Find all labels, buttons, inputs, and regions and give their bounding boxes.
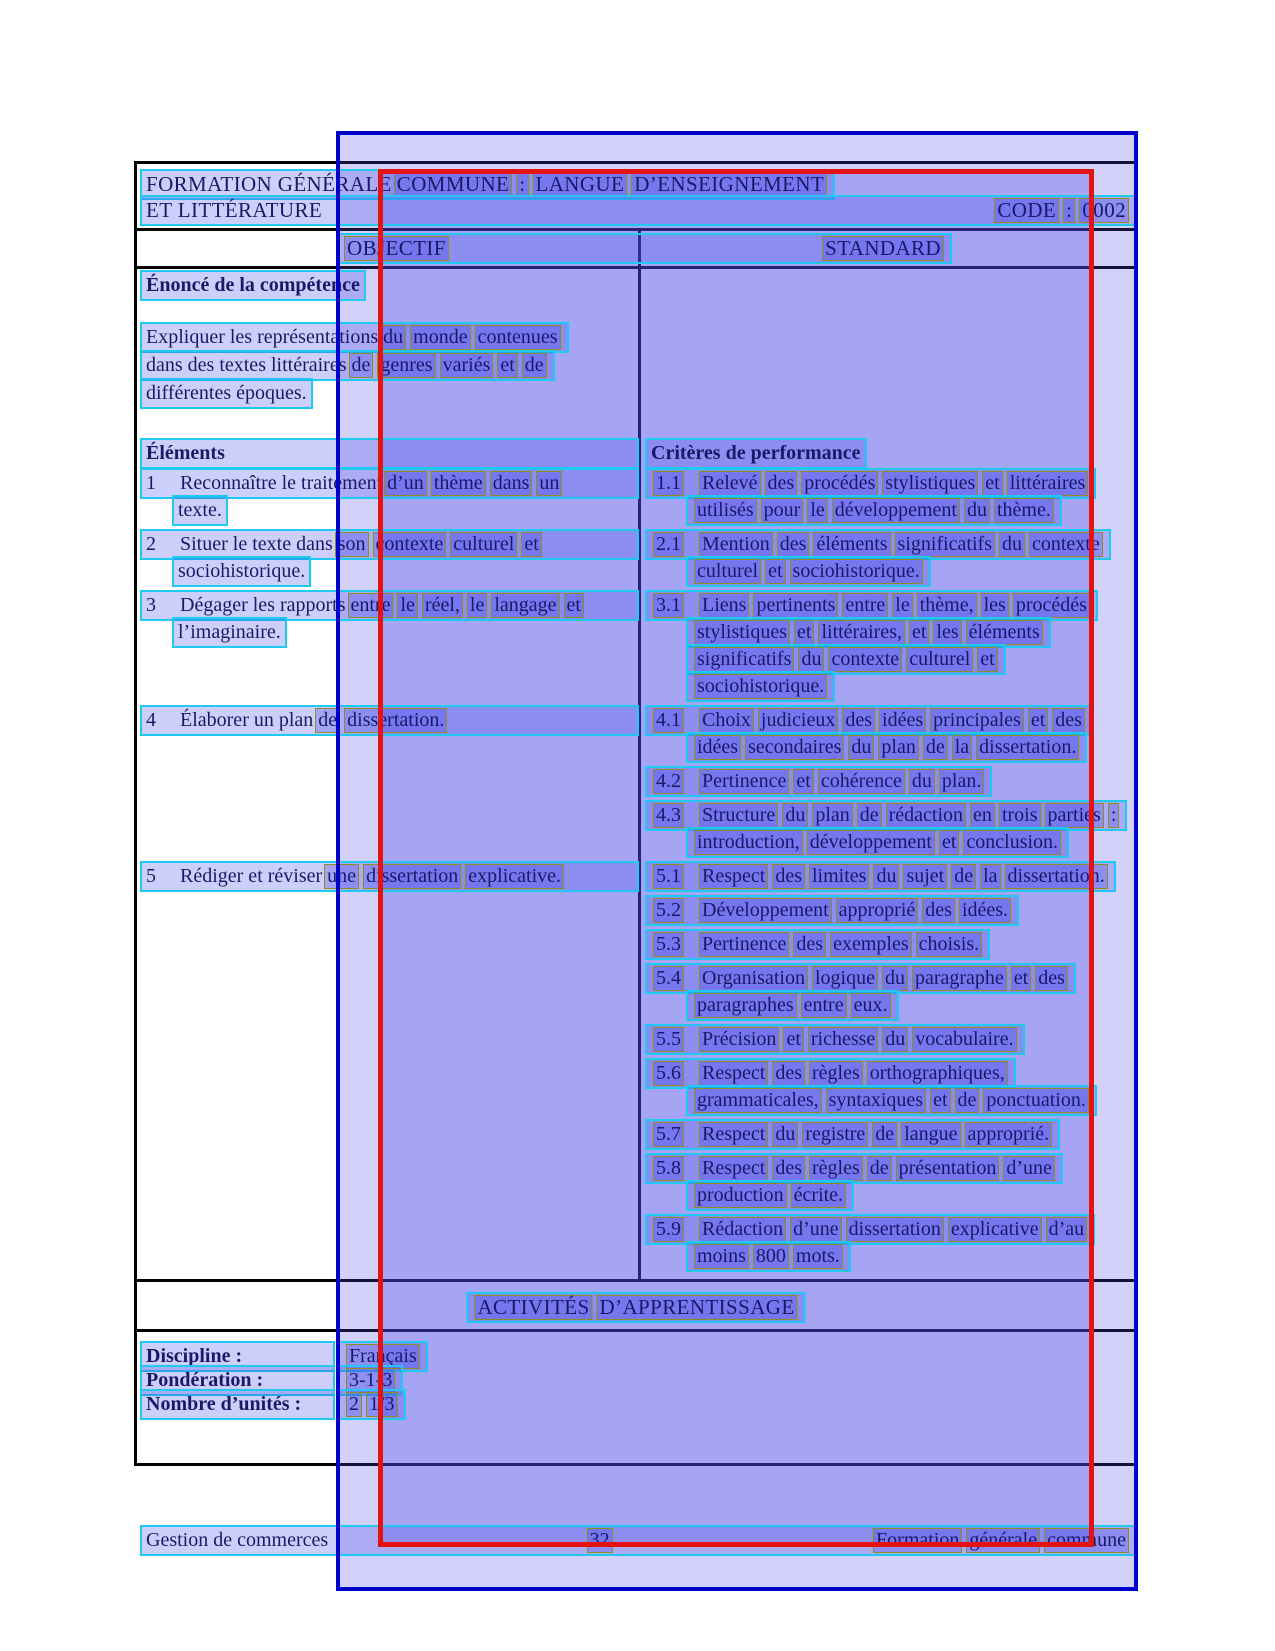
ocr-word-box: de bbox=[951, 864, 976, 889]
ocr-word-box: éléments bbox=[813, 532, 890, 557]
ocr-word-box: son bbox=[335, 532, 369, 557]
ocr-word-box: et bbox=[1028, 708, 1048, 733]
item-number bbox=[651, 803, 697, 828]
criteria-heading: Critères de performance bbox=[645, 438, 867, 469]
ocr-word-box: culturel bbox=[450, 532, 517, 557]
title-line-2: ET LITTÉRATURE bbox=[146, 198, 323, 222]
element-item-line: 5 Rédiger et réviser une dissertation explicative. bbox=[140, 861, 639, 892]
elements-heading: Éléments bbox=[140, 438, 639, 469]
ocr-word-box: 5.1 bbox=[653, 864, 684, 889]
ocr-word-box: introduction, bbox=[694, 830, 803, 855]
ocr-word-box: du bbox=[873, 864, 899, 889]
element-item-line: 1 Reconnaître le traitement d’un thème dans un bbox=[140, 468, 639, 499]
ocr-word-box: rédaction bbox=[886, 803, 966, 828]
item-number bbox=[651, 1122, 697, 1147]
ocr-word-box: d’une bbox=[1003, 1156, 1055, 1181]
ocr-word-box: du bbox=[882, 1027, 908, 1052]
ocr-word-box: sociohistorique. bbox=[790, 559, 923, 584]
footer-row bbox=[140, 1525, 1137, 1556]
footer-page-number bbox=[585, 1528, 615, 1553]
criterion-line bbox=[645, 861, 1116, 892]
detail-label: Nombre d’unités : bbox=[140, 1389, 335, 1420]
table-line-below-column-headers bbox=[134, 266, 1137, 269]
ocr-word-box: ACTIVITÉS bbox=[474, 1295, 592, 1320]
ocr-word-box: orthographiques, bbox=[867, 1061, 1008, 1086]
ocr-word-box: monde bbox=[410, 325, 470, 350]
ocr-word-box: secondaires bbox=[745, 735, 844, 760]
table-line-below-activities bbox=[134, 1329, 1137, 1332]
ocr-word-box: : bbox=[516, 172, 528, 197]
ocr-word-box: 2.1 bbox=[653, 532, 684, 557]
ocr-word-box: idées. bbox=[959, 898, 1011, 923]
ocr-word-box: développement bbox=[832, 498, 960, 523]
ocr-word-box: 5.3 bbox=[653, 932, 684, 957]
ocr-word-box: développement bbox=[807, 830, 935, 855]
ocr-word-box: exemples bbox=[830, 932, 912, 957]
ocr-word-box: 3-1-3 bbox=[346, 1368, 395, 1393]
ocr-word-box: genres bbox=[377, 353, 435, 378]
item-number bbox=[651, 593, 697, 618]
ocr-word-box: langue bbox=[901, 1122, 960, 1147]
ocr-word-box: grammaticales, bbox=[694, 1088, 822, 1113]
ocr-word-box: 5.5 bbox=[653, 1027, 684, 1052]
ocr-word-box: du bbox=[964, 498, 990, 523]
ocr-word-box: du bbox=[999, 532, 1025, 557]
ocr-word-box: 800 bbox=[753, 1244, 789, 1269]
ocr-word-box: 5.8 bbox=[653, 1156, 684, 1181]
element-item-line: sociohistorique. bbox=[172, 556, 311, 587]
ocr-word-box: approprié. bbox=[965, 1122, 1053, 1147]
ocr-word-box: des bbox=[772, 1061, 805, 1086]
ocr-word-box: d’au bbox=[1046, 1217, 1088, 1242]
ocr-word-box: et bbox=[765, 559, 785, 584]
ocr-word-box: procédés bbox=[1013, 593, 1090, 618]
ocr-word-box: du bbox=[782, 803, 808, 828]
ocr-word-box: plan. bbox=[939, 769, 984, 794]
ocr-word-box: le bbox=[467, 593, 487, 618]
ocr-word-box: et bbox=[794, 620, 814, 645]
ocr-word-box: des bbox=[765, 471, 798, 496]
ocr-word-box: trois bbox=[999, 803, 1041, 828]
criterion-line bbox=[645, 1024, 1025, 1055]
item-number bbox=[651, 471, 697, 496]
criterion-line bbox=[645, 929, 990, 960]
table-border-right bbox=[1134, 161, 1137, 1466]
ocr-word-box: CODE bbox=[994, 198, 1059, 223]
competence-heading: Énoncé de la compétence bbox=[140, 270, 366, 301]
criterion-line bbox=[686, 1241, 851, 1272]
ocr-word-box: en bbox=[970, 803, 995, 828]
ocr-word-box: Développement bbox=[699, 898, 832, 923]
ocr-word-box: Structure bbox=[699, 803, 778, 828]
ocr-word-box: du bbox=[909, 769, 935, 794]
competence-statement-line: Expliquer les représentations du monde contenues bbox=[140, 322, 569, 353]
ocr-word-box: d’un bbox=[384, 471, 427, 496]
ocr-word-box: 4.1 bbox=[653, 708, 684, 733]
criterion-line bbox=[686, 732, 1087, 763]
ocr-word-box: dans bbox=[490, 471, 533, 496]
ocr-word-box: une bbox=[324, 864, 359, 889]
ocr-word-box: et bbox=[909, 620, 929, 645]
ocr-word-box: et bbox=[1011, 966, 1031, 991]
ocr-word-box: approprié bbox=[836, 898, 919, 923]
element-item-line: 2 Situer le texte dans son contexte culturel et bbox=[140, 529, 639, 560]
item-number bbox=[651, 966, 697, 991]
ocr-word-box: richesse bbox=[808, 1027, 878, 1052]
ocr-word-box: cohérence bbox=[818, 769, 905, 794]
item-number bbox=[651, 1061, 697, 1086]
ocr-word-box: la bbox=[980, 864, 1000, 889]
ocr-word-box: commune bbox=[1044, 1528, 1129, 1553]
ocr-word-box: : bbox=[1063, 198, 1075, 223]
ocr-word-box: du bbox=[848, 735, 874, 760]
ocr-word-box: et bbox=[564, 593, 584, 618]
element-item-line: 3 Dégager les rapports entre le réel, le langage et bbox=[140, 590, 639, 621]
ocr-word-box: de bbox=[349, 353, 374, 378]
ocr-word-box: d’une bbox=[790, 1217, 842, 1242]
ocr-word-box: 5.2 bbox=[653, 898, 684, 923]
ocr-word-box: le bbox=[892, 593, 912, 618]
ocr-word-box: réel, bbox=[422, 593, 463, 618]
ocr-word-box: Liens bbox=[699, 593, 749, 618]
criterion-line bbox=[686, 671, 835, 702]
ocr-word-box: dissertation bbox=[363, 864, 461, 889]
ocr-word-box: et bbox=[793, 769, 813, 794]
competence-statement-line: dans des textes littéraires de genres variés et de bbox=[140, 350, 555, 381]
ocr-word-box: Formation bbox=[873, 1528, 962, 1553]
title-line-2-row bbox=[140, 195, 1137, 226]
item-number: 1 bbox=[146, 472, 156, 494]
detail-label: Discipline : bbox=[140, 1341, 335, 1372]
ocr-word-box: et bbox=[783, 1027, 803, 1052]
activities-heading bbox=[466, 1292, 805, 1323]
ocr-word-box: thème bbox=[431, 471, 486, 496]
competence-statement-line: différentes époques. bbox=[140, 378, 313, 409]
table-border-top bbox=[134, 161, 1137, 164]
ocr-word-box: production bbox=[694, 1183, 787, 1208]
ocr-word-box: principales bbox=[930, 708, 1024, 733]
ocr-word-box: 5.6 bbox=[653, 1061, 684, 1086]
detail-value bbox=[338, 1389, 406, 1420]
ocr-word-box: Mention bbox=[699, 532, 773, 557]
ocr-word-box: dissertation. bbox=[976, 735, 1079, 760]
ocr-word-box: des bbox=[842, 708, 875, 733]
ocr-word-box: moins bbox=[694, 1244, 749, 1269]
ocr-word-box: de bbox=[923, 735, 948, 760]
ocr-word-box: procédés bbox=[801, 471, 878, 496]
ocr-word-box: et bbox=[977, 647, 997, 672]
ocr-word-box: Respect bbox=[699, 864, 768, 889]
item-number bbox=[651, 898, 697, 923]
item-number bbox=[651, 1217, 697, 1242]
ocr-word-box: de bbox=[955, 1088, 980, 1113]
ocr-word-box: Pertinence bbox=[699, 932, 789, 957]
ocr-word-box: Respect bbox=[699, 1156, 768, 1181]
ocr-word-box: plan bbox=[812, 803, 852, 828]
ocr-word-box: stylistiques bbox=[694, 620, 790, 645]
item-number bbox=[651, 1027, 697, 1052]
ocr-word-box: Pertinence bbox=[699, 769, 789, 794]
table-line-below-title bbox=[134, 228, 1137, 231]
code-badge bbox=[992, 198, 1131, 223]
item-number bbox=[651, 708, 697, 733]
element-item-line: l’imaginaire. bbox=[172, 617, 287, 648]
ocr-word-box: LANGUE bbox=[533, 172, 628, 197]
ocr-word-box: contexte bbox=[828, 647, 902, 672]
ocr-word-box: du bbox=[380, 325, 406, 350]
ocr-word-box: culturel bbox=[906, 647, 973, 672]
ocr-word-box: le bbox=[397, 593, 417, 618]
ocr-word-box: éléments bbox=[966, 620, 1043, 645]
ocr-word-box: entre bbox=[348, 593, 394, 618]
criterion-line bbox=[686, 495, 1062, 526]
criterion-line bbox=[686, 827, 1069, 858]
ocr-word-box: 5.7 bbox=[653, 1122, 684, 1147]
ocr-word-box: et bbox=[982, 471, 1002, 496]
ocr-word-box: plan bbox=[878, 735, 918, 760]
ocr-word-box: règles bbox=[809, 1061, 863, 1086]
table-line-above-activities bbox=[134, 1279, 1137, 1282]
criterion-line bbox=[645, 1119, 1060, 1150]
ocr-word-box: paragraphes bbox=[694, 993, 797, 1018]
ocr-word-box: présentation bbox=[896, 1156, 1000, 1181]
column-header-objectif bbox=[342, 236, 451, 261]
ocr-word-box: Respect bbox=[699, 1061, 768, 1086]
item-number bbox=[651, 1156, 697, 1181]
ocr-word-box: Relevé bbox=[699, 471, 761, 496]
ocr-word-box: Choix bbox=[699, 708, 754, 733]
ocr-word-box: 1.1 bbox=[653, 471, 684, 496]
ocr-word-box: explicative bbox=[948, 1217, 1042, 1242]
ocr-word-box: de bbox=[522, 353, 547, 378]
ocr-word-box: eux. bbox=[851, 993, 891, 1018]
ocr-word-box: sujet bbox=[903, 864, 947, 889]
ocr-word-box: Rédaction bbox=[699, 1217, 786, 1242]
ocr-word-box: du bbox=[882, 966, 908, 991]
item-number bbox=[651, 864, 697, 889]
item-number: 5 bbox=[146, 865, 156, 887]
criterion-line bbox=[686, 556, 931, 587]
item-number bbox=[651, 932, 697, 957]
ocr-word-box: les bbox=[933, 620, 961, 645]
ocr-word-box: limites bbox=[809, 864, 869, 889]
ocr-word-box: des bbox=[1035, 966, 1068, 991]
ocr-word-box: 4.2 bbox=[653, 769, 684, 794]
ocr-word-box: thème. bbox=[994, 498, 1054, 523]
ocr-word-box: sociohistorique. bbox=[694, 674, 827, 699]
ocr-word-box: des bbox=[1052, 708, 1085, 733]
ocr-word-box: idées bbox=[879, 708, 926, 733]
ocr-word-box: la bbox=[952, 735, 972, 760]
ocr-word-box: 1/3 bbox=[366, 1392, 398, 1417]
ocr-word-box: vocabulaire. bbox=[912, 1027, 1016, 1052]
footer-left: Gestion de commerces bbox=[146, 1529, 329, 1551]
ocr-word-box: OBJECTIF bbox=[344, 236, 449, 261]
ocr-word-box: des bbox=[793, 932, 826, 957]
item-number: 2 bbox=[146, 533, 156, 555]
ocr-word-box: Français bbox=[346, 1344, 420, 1369]
ocr-word-box: règles bbox=[809, 1156, 863, 1181]
footer-right bbox=[871, 1528, 1131, 1553]
ocr-word-box: conclusion. bbox=[963, 830, 1061, 855]
ocr-word-box: culturel bbox=[694, 559, 761, 584]
criterion-line bbox=[686, 1180, 854, 1211]
ocr-word-box: et bbox=[497, 353, 517, 378]
ocr-word-box: dissertation bbox=[846, 1217, 944, 1242]
ocr-word-box: pour bbox=[761, 498, 804, 523]
ocr-word-box: variés bbox=[440, 353, 494, 378]
criterion-line bbox=[686, 990, 899, 1021]
ocr-word-box: du bbox=[798, 647, 824, 672]
ocr-word-box: du bbox=[772, 1122, 798, 1147]
ocr-word-box: significatifs bbox=[694, 647, 794, 672]
ocr-word-box: Respect bbox=[699, 1122, 768, 1147]
ocr-word-box: et bbox=[930, 1088, 950, 1113]
ocr-word-box: 4.3 bbox=[653, 803, 684, 828]
ocr-word-box: parties bbox=[1045, 803, 1104, 828]
ocr-word-box: COMMUNE bbox=[394, 172, 512, 197]
criterion-line bbox=[645, 895, 1019, 926]
ocr-word-box: contenues bbox=[475, 325, 561, 350]
ocr-word-box: des bbox=[772, 1156, 805, 1181]
ocr-word-box: judicieux bbox=[758, 708, 838, 733]
title-line-1: FORMATION GÉNÉRALE COMMUNE : LANGUE D’ENSEIGNEMENT bbox=[140, 169, 835, 200]
ocr-word-box: : bbox=[1108, 803, 1120, 828]
ocr-word-box: de bbox=[315, 708, 340, 733]
criterion-line bbox=[686, 1085, 1097, 1116]
ocr-word-box: pertinents bbox=[753, 593, 838, 618]
ocr-word-box: ponctuation. bbox=[983, 1088, 1088, 1113]
item-number bbox=[651, 769, 697, 794]
ocr-word-box: logique bbox=[812, 966, 878, 991]
ocr-word-box: générale bbox=[966, 1528, 1040, 1553]
ocr-word-box: choisis. bbox=[916, 932, 983, 957]
ocr-word-box: D’APPRENTISSAGE bbox=[597, 1295, 798, 1320]
ocr-word-box: thème, bbox=[917, 593, 977, 618]
ocr-word-box: explicative. bbox=[465, 864, 564, 889]
ocr-word-box: 3.1 bbox=[653, 593, 684, 618]
ocr-word-box: dissertation. bbox=[1005, 864, 1108, 889]
ocr-word-box: contexte bbox=[373, 532, 447, 557]
ocr-word-box: et bbox=[521, 532, 541, 557]
item-number: 3 bbox=[146, 594, 156, 616]
ocr-word-box: 0002 bbox=[1079, 198, 1129, 223]
ocr-word-box: Précision bbox=[699, 1027, 779, 1052]
ocr-word-box: mots. bbox=[793, 1244, 843, 1269]
ocr-word-box: 5.4 bbox=[653, 966, 684, 991]
ocr-word-box: 2 bbox=[346, 1392, 362, 1417]
ocr-word-box: de bbox=[872, 1122, 897, 1147]
ocr-word-box: des bbox=[922, 898, 955, 923]
ocr-word-box: et bbox=[939, 830, 959, 855]
ocr-word-box: paragraphe bbox=[912, 966, 1007, 991]
ocr-word-box: littéraires bbox=[1007, 471, 1089, 496]
ocr-word-box: entre bbox=[801, 993, 847, 1018]
ocr-word-box: des bbox=[772, 864, 805, 889]
column-header-standard bbox=[820, 236, 946, 261]
ocr-word-box: littéraires, bbox=[818, 620, 905, 645]
ocr-word-box: 5.9 bbox=[653, 1217, 684, 1242]
ocr-word-box: les bbox=[981, 593, 1009, 618]
ocr-word-box: un bbox=[536, 471, 562, 496]
column-headers-row bbox=[336, 233, 952, 264]
ocr-word-box: dissertation. bbox=[344, 708, 447, 733]
element-item-line: 4 Élaborer un plan de dissertation. bbox=[140, 705, 639, 736]
item-number: 4 bbox=[146, 709, 156, 731]
ocr-word-box: 32 bbox=[587, 1528, 613, 1553]
ocr-word-box: entre bbox=[842, 593, 888, 618]
ocr-word-box: stylistiques bbox=[882, 471, 978, 496]
ocr-word-box: langage bbox=[491, 593, 559, 618]
ocr-word-box: écrite. bbox=[791, 1183, 846, 1208]
ocr-word-box: utilisés bbox=[694, 498, 757, 523]
ocr-word-box: D’ENSEIGNEMENT bbox=[631, 172, 827, 197]
ocr-word-box: significatifs bbox=[895, 532, 995, 557]
ocr-word-box: idées bbox=[694, 735, 741, 760]
detail-label: Pondération : bbox=[140, 1365, 335, 1396]
ocr-word-box: contexte bbox=[1029, 532, 1103, 557]
table-border-bottom bbox=[134, 1463, 1137, 1466]
ocr-word-box: STANDARD bbox=[822, 236, 944, 261]
criterion-line bbox=[645, 766, 992, 797]
ocr-word-box: Organisation bbox=[699, 966, 808, 991]
ocr-word-box: syntaxiques bbox=[826, 1088, 926, 1113]
table-column-divider bbox=[638, 228, 641, 1282]
item-number bbox=[651, 532, 697, 557]
element-item-line: texte. bbox=[172, 495, 228, 526]
ocr-word-box: registre bbox=[802, 1122, 868, 1147]
table-border-left bbox=[134, 161, 137, 1466]
ocr-word-box: des bbox=[777, 532, 810, 557]
ocr-word-box: le bbox=[807, 498, 827, 523]
ocr-word-box: de bbox=[867, 1156, 892, 1181]
ocr-word-box: de bbox=[857, 803, 882, 828]
